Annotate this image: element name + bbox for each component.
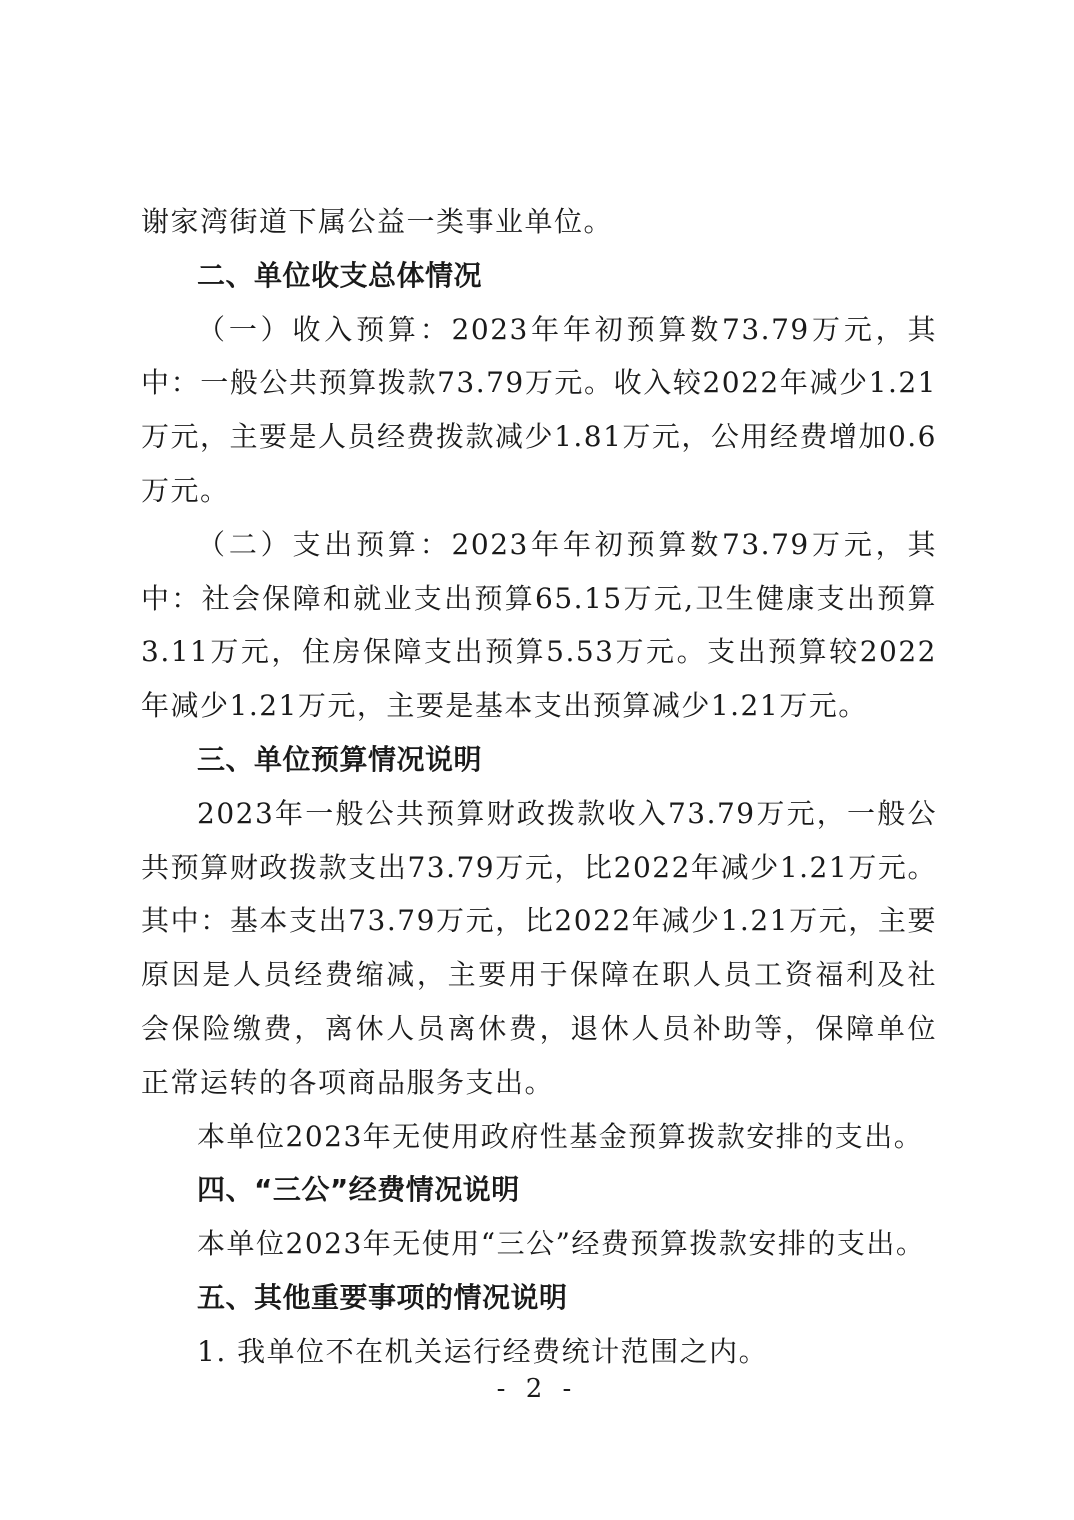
paragraph-intro-continuation: 谢家湾街道下属公益一类事业单位。 (141, 205, 614, 238)
paragraph-other-item-1: 1. 我单位不在机关运行经费统计范围之内。 (197, 1334, 769, 1368)
paragraph-government-fund: 本单位2023年无使用政府性基金预算拨款安排的支出。 (197, 1119, 924, 1153)
paragraph-expenditure-budget: （二）支出预算：2023年年初预算数73.79万元，其中：社会保障和就业支出预算65.15万元,卫生健康支出预算3.11万元，住房保障支出预算5.53万元。支出预算较2022年减少1.21万元，主要是基本支出预算减少1.21万元。 (141, 527, 937, 723)
section-heading-2: 二、单位收支总体情况 (197, 258, 483, 292)
paragraph-three-public-expenses: 本单位2023年无使用“三公”经费预算拨款安排的支出。 (197, 1227, 926, 1261)
section-heading-4: 四、“三公”经费情况说明 (197, 1173, 520, 1207)
section-heading-5: 五、其他重要事项的情况说明 (197, 1280, 568, 1314)
paragraph-income-budget: （一）收入预算：2023年年初预算数73.79万元，其中：一般公共预算拨款73.79万元。收入较2022年减少1.21万元，主要是人员经费拨款减少1.81万元，公用经费增加0.6万元。 (141, 312, 937, 507)
document-body (141, 195, 937, 1379)
page-number: - 2 - (496, 1374, 578, 1404)
section-heading-3: 三、单位预算情况说明 (197, 742, 483, 776)
paragraph-budget-explanation: 2023年一般公共预算财政拨款收入73.79万元，一般公共预算财政拨款支出73.79万元，比2022年减少1.21万元。其中：基本支出73.79万元，比2022年减少1.21万元，主要原因是人员经费缩减，主要用于保障在职人员工资福利及社会保险缴费，离休人员离休费，退休人员补助等，保障单位正常运转的各项商品服务支出。 (141, 796, 937, 1099)
